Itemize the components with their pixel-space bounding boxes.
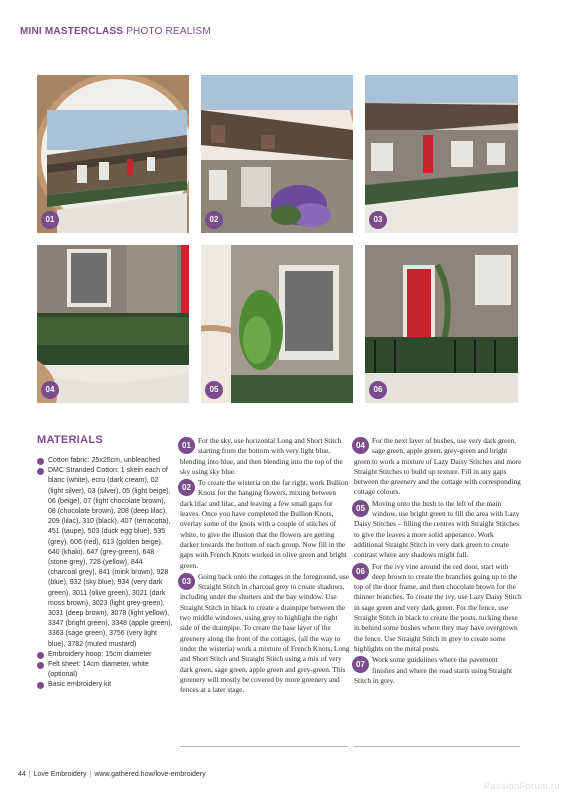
section-subtitle: PHOTO REALISM	[126, 26, 211, 37]
materials-list	[37, 456, 173, 691]
step-07	[354, 655, 522, 686]
photo-badge: 06	[369, 381, 387, 399]
step-photo-01	[37, 75, 189, 233]
list-item: Basic embroidery kit	[37, 680, 173, 690]
photo-badge: 04	[41, 381, 59, 399]
step-01	[180, 436, 350, 477]
step-photo-04	[37, 245, 189, 403]
list-item: Felt sheet: 14cm diameter, white (optional)	[37, 660, 173, 680]
step-text: Moving onto the bush to the left of the main window, use bright green to fill the area with Lazy Daisy Stitches – filling the centres with Straight Stitches to give the leaves a more solid apperance. Work additional Straight Stitch in very dark green to create contrast where any shadows might fall.	[354, 498, 520, 560]
photo-badge: 01	[41, 211, 59, 229]
photo-badge: 05	[205, 381, 223, 399]
footer-url: www.gathered.how/love-embroidery	[94, 771, 206, 778]
step-number: 05	[352, 500, 369, 517]
step-number: 03	[178, 573, 195, 590]
step-text: For the next layer of bushes, use very dark green, sage green, apple green, grey-green and bright green to work a mixture of Lazy Daisy Stitches and more Straight Stitches to build up texture. Fill in any gaps between the greenery and the cottage with corresponding cottage colours.	[354, 436, 522, 497]
section-brand: MINI MASTERCLASS	[20, 26, 124, 37]
magazine-name: Love Embroidery	[33, 771, 87, 778]
watermark: PassionForum.ru	[483, 781, 560, 791]
instructions-column-2	[354, 436, 522, 687]
step-number: 01	[178, 437, 195, 454]
step-photo-02	[201, 75, 353, 233]
step-text: Going back onto the cottages in the foreground, use Straight Stitch in charcoal grey to create shadows, including under the shutters and the bay window. Use Straight Stitch in black to create a drainpipe between the two middle windows, using grey to highlight the right side of the drainpipe. To create the base layer of the greenery along the front of the cottages, (all the way to under the wisteria) work a mixture of French Knots, Long and Short Stitch and Straight Stitch using a mix of very dark green, sage green, apple green and grey-green. This greenery will mostly be covered by more greenery and fences at a later stage.	[180, 571, 350, 695]
list-item: Embroidery hoop: 15cm diameter	[37, 650, 173, 660]
step-04	[354, 436, 522, 498]
step-photo-06	[365, 245, 518, 403]
step-02	[180, 478, 350, 571]
step-06	[354, 562, 522, 655]
column-rule	[180, 746, 348, 747]
bullet-icon	[37, 682, 44, 689]
photo-badge: 02	[205, 211, 223, 229]
step-text: Work some guidelines where the pavement finishes and where the road starts using Straight Stitch in grey.	[354, 655, 513, 685]
photo-badge: 03	[369, 211, 387, 229]
step-text: To create the wisteria on the far right, work Bullion Knots for the hanging flowers, mixing between dark lilac and lilac, and leaving a few small gaps for leaves. Once you have completed the Bullion Knots, overlay some of the knots with a couple of stitches of white, to give the illusion that the flowers are getting darker towards the bottom of each group. Now fill in the gaps with French Knots worked in olive green and bright green.	[180, 478, 349, 570]
materials-title: MATERIALS	[37, 434, 104, 446]
step-05	[354, 499, 522, 561]
page-number: 44	[18, 771, 26, 778]
step-number: 04	[352, 437, 369, 454]
instructions-column-1	[180, 436, 350, 696]
step-photo-03	[365, 75, 518, 233]
column-rule	[354, 746, 520, 747]
bullet-icon	[37, 662, 44, 669]
step-number: 06	[352, 563, 369, 580]
bullet-icon	[37, 652, 44, 659]
page-header	[20, 26, 211, 37]
step-number: 02	[178, 479, 195, 496]
list-item: Cotton fabric: 25x25cm, unbleached	[37, 456, 173, 466]
materials-section	[37, 434, 173, 691]
step-photo-05	[201, 245, 353, 403]
list-item: DMC Stranded Cotton: 1 skein each of blanc (white), ecru (dark cream), 02 (light silver), 03 (silver), 05 (light beige), 06 (beige), 07 (light chocolate brown), 08 (chocolate brown), 208 (deep lilac), 209 (lilac), 310 (black), 407 (terracotta), 451 (taupe), 503 (duck egg blue), 535 (grey), 606 (red), 613 (golden beige), 640 (khaki), 647 (grey-green), 648 (stone grey), 728 (yellow), 844 (charcoal grey), 841 (mink brown), 928 (blue), 932 (sky blue), 934 (very dark green), 3011 (olive green), 3021 (dark moss brown), 3023 (light grey-green), 3031 (deep brown), 3078 (light yellow), 3347 (bright green), 3348 (apple green), 3363 (sage green), 3756 (very light blue), 3782 (muted mustard)	[37, 466, 173, 650]
step-text: For the sky, use horizontal Long and Short Stitch starting from the bottom with very light blue, blending into blue, and then blending into the top of the sky using sky blue.	[180, 436, 343, 476]
page-footer: 44 | Love Embroidery | www.gathered.how/love-embroidery	[18, 771, 206, 778]
bullet-icon	[37, 468, 44, 475]
step-03	[180, 572, 350, 696]
step-number: 07	[352, 656, 369, 673]
bullet-icon	[37, 458, 44, 465]
step-text: For the ivy vine around the red door, start with deep brown to create the branches going up to the top of the door frame, and then chocolate brown for the thinner branches. To create the ivy, use Lazy Daisy Stitch in sage green and very dark green. For the fence, use Straight Stitch in black to create the posts, tucking these in behind some bushes where they may have overgrown the fence. Use Straight Stitch in grey to create some highlights on the metal posts.	[354, 561, 522, 653]
